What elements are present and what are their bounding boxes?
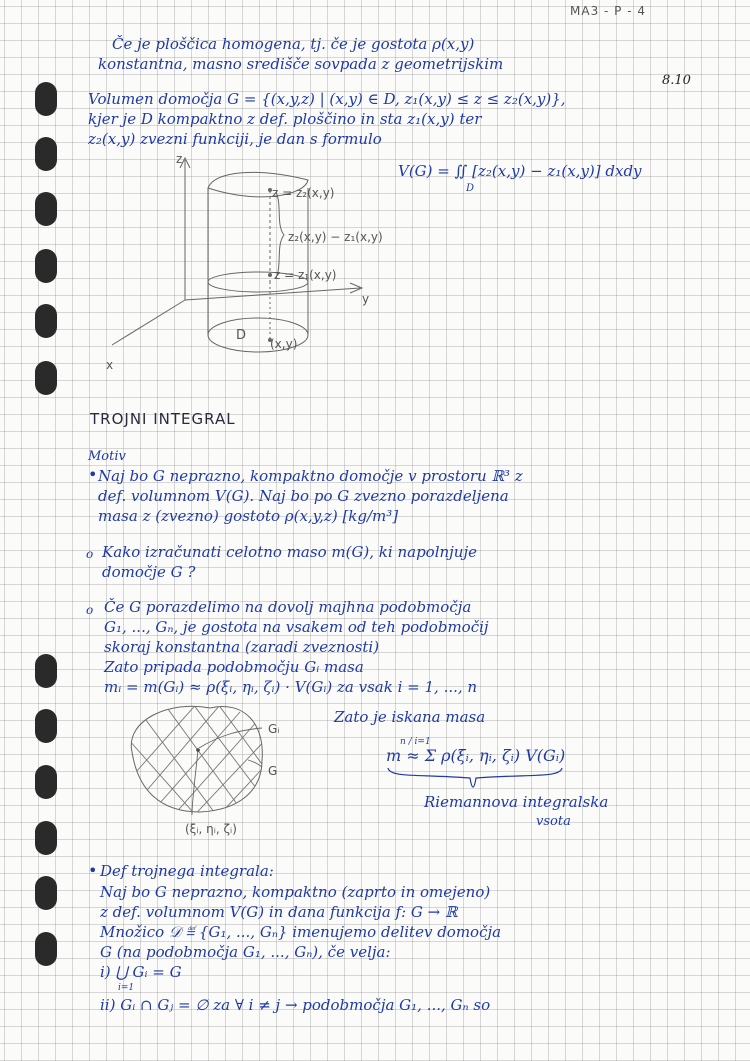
lower-surface-label: z = z₁(x,y) <box>274 268 337 282</box>
riemann-label: Riemannova integralska <box>424 793 609 811</box>
z-axis-label: z <box>176 152 183 166</box>
bullet: • <box>88 861 98 880</box>
sum-limits: n / i=1 <box>400 737 431 747</box>
subregion-label: Gᵢ <box>268 722 280 736</box>
question-text: domočje G ? <box>102 563 196 581</box>
motiv-text: def. volumnom V(G). Naj bo po G zvezno porazdeljena <box>98 487 509 505</box>
definition-text: Naj bo G neprazno, kompaktno (zaprto in omejeno) <box>100 883 491 901</box>
union-subscript: i=1 <box>118 983 135 993</box>
motiv-label: Motiv <box>88 449 126 464</box>
page-code: MA3 - P - 4 <box>570 4 646 18</box>
bullet-open: o <box>86 547 94 561</box>
region-label: G <box>268 764 278 778</box>
definition-text: z def. volumnom V(G) in dana funkcija f: G → ℝ <box>100 903 458 921</box>
riemann-sum: m ≈ Σ ρ(ξᵢ, ηᵢ, ζᵢ) V(Gᵢ) <box>386 746 566 765</box>
partition-text: Če G porazdelimo na dovolj majhna podobmočja <box>104 598 472 616</box>
definition-text: Množico 𝒟 ≝ {G₁, ..., Gₙ} imenujemo delitev domočja <box>100 923 502 941</box>
bullet: • <box>88 465 98 484</box>
condition-disjoint: ii) Gᵢ ∩ Gⱼ = ∅ za ∀ i ≠ j → podobmočja G₁, ..., Gₙ so <box>100 996 491 1014</box>
riemann-label: vsota <box>536 814 571 829</box>
partition-text: skoraj konstantna (zaradi zveznosti) <box>104 638 380 656</box>
formula-subscript: D <box>466 183 475 194</box>
volume-line: z₂(x,y) zvezni funkciji, je dan s formulo <box>88 130 382 148</box>
partition-text: G₁, ..., Gₙ, je gostota na vsakem od teh podobmočij <box>104 618 489 636</box>
sample-point-label: (ξᵢ, ηᵢ, ζᵢ) <box>185 822 237 836</box>
definition-text: G (na podobmočja G₁, ..., Gₙ), če velja: <box>100 943 391 961</box>
question-text: Kako izračunati celotno maso m(G), ki napolnjuje <box>102 543 477 561</box>
intro-line: Če je ploščica homogena, tj. če je gostota ρ(x,y) <box>112 35 475 53</box>
zato-line: Zato je iskana masa <box>334 708 486 726</box>
motiv-text: masa z (zvezno) gostoto ρ(x,y,z) [kg/m³] <box>98 507 399 525</box>
volume-formula: V(G) = ∬ [z₂(x,y) − z₁(x,y)] dxdy <box>398 162 642 180</box>
y-axis-label: y <box>362 292 370 306</box>
volume-line: Volumen domočja G = {(x,y,z) | (x,y) ∈ D, z₁(x,y) ≤ z ≤ z₂(x,y)}, <box>88 90 566 108</box>
point-label: (x,y) <box>270 337 298 351</box>
upper-surface-label: z = z₂(x,y) <box>272 186 335 200</box>
motiv-text: Naj bo G neprazno, kompaktno domočje v prostoru ℝ³ z <box>98 467 523 485</box>
x-axis-label: x <box>106 358 114 372</box>
condition-union: i) ⋃ Gᵢ = G <box>100 963 182 981</box>
mass-approximation: mᵢ = m(Gᵢ) ≈ ρ(ξᵢ, ηᵢ, ζᵢ) · V(Gᵢ) za vsak i = 1, ..., n <box>104 678 478 696</box>
section-title: TROJNI INTEGRAL <box>90 410 236 428</box>
intro-line: konstantna, masno središče sovpada z geometrijskim <box>98 55 504 73</box>
domain-D-label: D <box>236 328 247 343</box>
reference-number: 8.10 <box>662 73 691 88</box>
partition-text: Zato pripada podobmočju Gᵢ masa <box>104 658 364 676</box>
height-difference-label: z₂(x,y) − z₁(x,y) <box>288 230 383 244</box>
bullet-open: o <box>86 603 94 617</box>
volume-line: kjer je D kompaktno z def. ploščino in sta z₁(x,y) ter <box>88 110 482 128</box>
definition-heading: Def trojnega integrala: <box>100 862 274 880</box>
